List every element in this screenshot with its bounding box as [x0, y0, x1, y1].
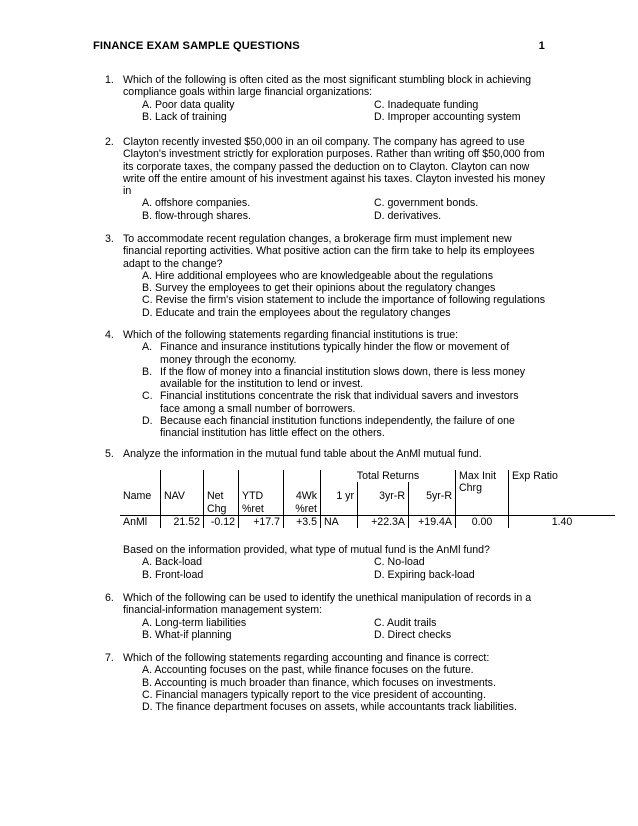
question-5 [105, 448, 550, 460]
col-4wk: 4Wk %ret [284, 482, 321, 515]
question-5-followup [105, 544, 550, 581]
question-text: Which of the following can be used to identify the unethical manipulation of records in a financial-information management system: [123, 592, 532, 617]
option-letter: B. [142, 365, 153, 378]
followup-text: Based on the information provided, what type of mutual fund is the AnMl fund? [123, 544, 490, 556]
fund-5yr: +19.4A [409, 515, 456, 528]
question-4 [105, 329, 550, 440]
col-nav: NAV [161, 482, 204, 515]
option-a [142, 341, 532, 366]
option-a: A. Accounting focuses on the past, while finance focuses on the future. [142, 664, 474, 677]
question-text: Which of the following is often cited as the most significant stumbling block in achieving compliance goals within large financial organizations: [123, 74, 532, 99]
question-text: Which of the following statements regarding accounting and finance is correct: [123, 652, 490, 664]
question-number: 4. [105, 329, 114, 341]
exp-ratio-header: Exp Ratio [509, 470, 616, 515]
question-7 [105, 652, 550, 713]
fund-4wk: +3.5 [284, 515, 321, 528]
option-d: D. Direct checks [374, 628, 452, 641]
question-number: 1. [105, 74, 114, 86]
option-b: B. flow-through shares. [142, 209, 251, 222]
option-d: D. Educate and train the employees about the regulatory changes [142, 306, 451, 319]
option-letter: C. [142, 390, 153, 403]
total-returns-header: Total Returns [321, 470, 456, 482]
answer-options [142, 617, 550, 642]
option-b: B. Survey the employees to get their opinions about the regulatory changes [142, 282, 496, 295]
option-b: B. Lack of training [142, 110, 227, 123]
option-text: Financial institutions concentrate the risk that individual savers and investors face among a small number of borrowers. [160, 390, 519, 415]
answer-options [142, 341, 532, 439]
option-b: B. Front-load [142, 568, 204, 581]
question-text: Analyze the information in the mutual fund table about the AnMl mutual fund. [123, 448, 482, 460]
fund-max-init: 0.00 [456, 515, 509, 528]
question-number: 6. [105, 592, 114, 604]
answer-options [142, 664, 550, 713]
option-a: A. offshore companies. [142, 197, 251, 210]
question-text: Which of the following statements regarding financial institutions is true: [123, 329, 459, 341]
fund-ytd: +17.7 [239, 515, 284, 528]
col-ytd: YTD %ret [239, 482, 284, 515]
fund-name: AnMl [123, 515, 148, 528]
option-b: B. Accounting is much broader than finance, which focuses on investments. [142, 676, 496, 689]
fund-1yr: NA [321, 515, 358, 528]
page-number: 1 [538, 40, 545, 52]
col-name: Name [123, 490, 152, 503]
question-number: 5. [105, 448, 114, 460]
col-5yr: 5yr-R [409, 482, 456, 515]
question-text: Clayton recently invested $50,000 in an oil company. The company has agreed to use Clayton's investment strictly for exploration purposes. Rather than writing off $50,000 from its corporate taxes, the company passed the deduction on to Clayton. Clayton can now write off the entire amount of his investment against his taxes. Clayton invested his money in [123, 136, 546, 198]
option-c [142, 390, 532, 415]
page-header [93, 40, 545, 52]
col-3yr: 3yr-R [358, 482, 409, 515]
fund-net-chg: -0.12 [204, 515, 239, 528]
option-d: D. Improper accounting system [374, 110, 521, 123]
question-number: 3. [105, 233, 114, 245]
col-1yr: 1 yr [321, 482, 358, 515]
option-d: D. The finance department focuses on assets, while accountants track liabilities. [142, 701, 517, 714]
table-header-row-1 [120, 470, 615, 482]
fund-3yr: +22.3A [358, 515, 409, 528]
option-text: Finance and insurance institutions typically hinder the flow or movement of money through the economy. [160, 341, 510, 366]
option-b [142, 366, 532, 391]
option-d: D. Expiring back-load [374, 568, 475, 581]
question-6 [105, 592, 550, 641]
option-c: C. Audit trails [374, 616, 437, 629]
max-init-header: Max Init Chrg [456, 470, 509, 515]
option-a: A. Back-load [142, 556, 203, 569]
question-number: 7. [105, 652, 114, 664]
option-c: C. Financial managers typically report to the vice president of accounting. [142, 688, 486, 701]
answer-options [142, 197, 550, 222]
answer-options [142, 556, 550, 581]
option-c: C. No-load [374, 556, 425, 569]
answer-options [142, 99, 550, 124]
option-a: A. Poor data quality [142, 98, 235, 111]
question-number: 2. [105, 136, 114, 148]
option-d: D. derivatives. [374, 209, 442, 222]
option-c: C. Revise the firm's vision statement to include the importance of following regulations [142, 294, 546, 307]
fund-nav: 21.52 [161, 515, 204, 528]
option-c: C. government bonds. [374, 197, 479, 210]
fund-exp-ratio: 1.40 [509, 515, 616, 528]
question-2 [105, 136, 550, 222]
option-a: A. Long-term liabilities [142, 616, 247, 629]
option-letter: A. [142, 341, 153, 354]
option-letter: D. [142, 415, 153, 428]
option-b: B. What-if planning [142, 628, 232, 641]
option-text: Because each financial institution functions independently, the failure of one financial institution has little effect on the others. [160, 415, 515, 440]
mutual-fund-table [120, 470, 615, 528]
document-title: FINANCE EXAM SAMPLE QUESTIONS [93, 40, 300, 52]
option-d [142, 415, 532, 440]
question-3 [105, 233, 550, 319]
option-text: If the flow of money into a financial institution slows down, there is less money available for the institution to lend or invest. [160, 365, 526, 391]
col-net-chg: Net Chg [204, 482, 239, 515]
question-text: To accommodate recent regulation changes, a brokerage firm must implement new financial reporting activities. What positive action can the firm take to help its employees adapt to the change? [123, 233, 535, 270]
table-row [120, 515, 615, 528]
option-a: A. Hire additional employees who are knowledgeable about the regulations [142, 269, 493, 282]
question-1 [105, 74, 550, 123]
option-c: C. Inadequate funding [374, 98, 479, 111]
answer-options [142, 270, 550, 319]
